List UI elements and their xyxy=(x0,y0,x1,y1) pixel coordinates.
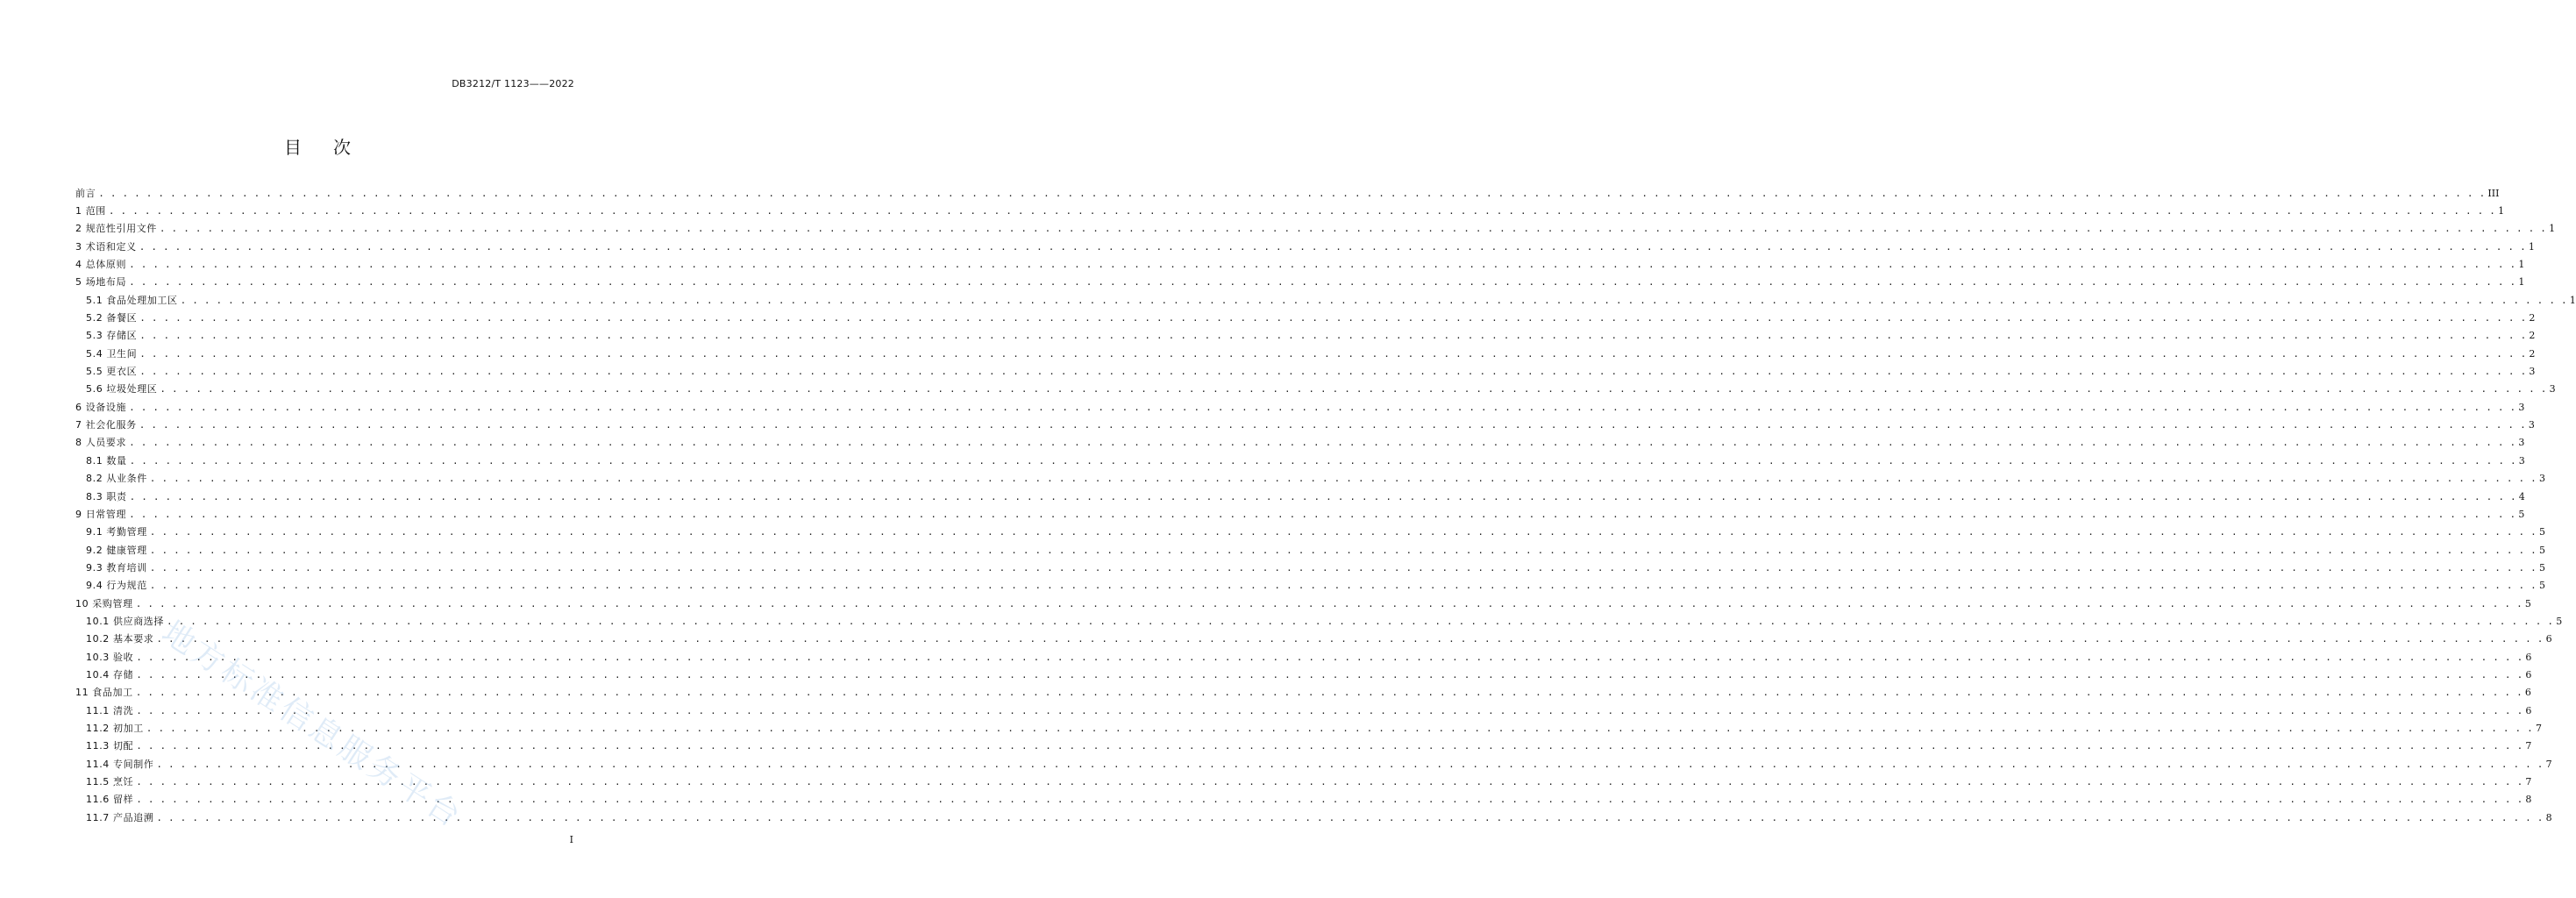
toc-leader-dots: . . . . . . . . . . . . . . . . . . . . . . . . . . . . . . . . . . . . . . . . . . . . . . . . . . . . . . . . . . . . . . . . . . . . . . . . . . . . . . . . . . . . . . . . . . . . . . . . . . . . . . . . . . . . . . . . . . . . . . . . . . . . . . . . . . . . . . . . . . . . . . . . . . . . . . . . . . . . . . . . . . . . . . . . . . . . . . . . . . . . . . . . . . . . . . . . . . . . . . . . xyxy=(139,347,2527,360)
toc-entry-label: 10.1 供应商选择 xyxy=(86,615,164,627)
toc-leader-dots: . . . . . . . . . . . . . . . . . . . . . . . . . . . . . . . . . . . . . . . . . . . . . . . . . . . . . . . . . . . . . . . . . . . . . . . . . . . . . . . . . . . . . . . . . . . . . . . . . . . . . . . . . . . . . . . . . . . . . . . . . . . . . . . . . . . . . . . . . . . . . . . . . . . . . . . . . . . . . . . . . . . . . . . . . . . . . . . . . . . . . . . . . . . . . . . . . . . . . . . . xyxy=(129,454,2516,467)
toc-leader-dots: . . . . . . . . . . . . . . . . . . . . . . . . . . . . . . . . . . . . . . . . . . . . . . . . . . . . . . . . . . . . . . . . . . . . . . . . . . . . . . . . . . . . . . . . . . . . . . . . . . . . . . . . . . . . . . . . . . . . . . . . . . . . . . . . . . . . . . . . . . . . . . . . . . . . . . . . . . . . . . . . . . . . . . . . . . . . . . . . . . . . . . . . . . . . . . . . . . . . . . . . xyxy=(136,668,2523,681)
toc-entry[interactable] xyxy=(75,791,2532,809)
toc-entry-page: III xyxy=(2487,187,2500,199)
toc-entry-page: 3 xyxy=(2518,437,2525,449)
toc-leader-dots: . . . . . . . . . . . . . . . . . . . . . . . . . . . . . . . . . . . . . . . . . . . . . . . . . . . . . . . . . . . . . . . . . . . . . . . . . . . . . . . . . . . . . . . . . . . . . . . . . . . . . . . . . . . . . . . . . . . . . . . . . . . . . . . . . . . . . . . . . . . . . . . . . . . . . . . . . . . . . . . . . . . . . . . . . . . . . . . . . . . . . . . . . . . . . . . . . . . . . . . . xyxy=(136,776,2523,788)
toc-entry[interactable] xyxy=(75,255,2525,273)
toc-leader-dots: . . . . . . . . . . . . . . . . . . . . . . . . . . . . . . . . . . . . . . . . . . . . . . . . . . . . . . . . . . . . . . . . . . . . . . . . . . . . . . . . . . . . . . . . . . . . . . . . . . . . . . . . . . . . . . . . . . . . . . . . . . . . . . . . . . . . . . . . . . . . . . . . . . . . . . . . . . . . . . . . . . . . . . . . . . . . . . . . . . . . . . . . . . . . . . . . . . . . . . . . xyxy=(98,187,2486,199)
toc-entry[interactable] xyxy=(75,719,2542,737)
toc-leader-dots: . . . . . . . . . . . . . . . . . . . . . . . . . . . . . . . . . . . . . . . . . . . . . . . . . . . . . . . . . . . . . . . . . . . . . . . . . . . . . . . . . . . . . . . . . . . . . . . . . . . . . . . . . . . . . . . . . . . . . . . . . . . . . . . . . . . . . . . . . . . . . . . . . . . . . . . . . . . . . . . . . . . . . . . . . . . . . . . . . . . . . . . . . . . . . . . . . . . . . . . . xyxy=(135,687,2523,699)
toc-entry-label: 5 场地布局 xyxy=(75,276,127,289)
toc-leader-dots: . . . . . . . . . . . . . . . . . . . . . . . . . . . . . . . . . . . . . . . . . . . . . . . . . . . . . . . . . . . . . . . . . . . . . . . . . . . . . . . . . . . . . . . . . . . . . . . . . . . . . . . . . . . . . . . . . . . . . . . . . . . . . . . . . . . . . . . . . . . . . . . . . . . . . . . . . . . . . . . . . . . . . . . . . . . . . . . . . . . . . . . . . . . . . . . . . . . . . . . . xyxy=(136,704,2523,716)
toc-entry-label: 2 规范性引用文件 xyxy=(75,223,157,235)
toc-leader-dots: . . . . . . . . . . . . . . . . . . . . . . . . . . . . . . . . . . . . . . . . . . . . . . . . . . . . . . . . . . . . . . . . . . . . . . . . . . . . . . . . . . . . . . . . . . . . . . . . . . . . . . . . . . . . . . . . . . . . . . . . . . . . . . . . . . . . . . . . . . . . . . . . . . . . . . . . . . . . . . . . . . . . . . . . . . . . . . . . . . . . . . . . . . . . . . . . . . . . . . . . xyxy=(135,597,2523,609)
toc-entry-label: 5.6 垃圾处理区 xyxy=(86,383,158,396)
toc-entry-page: 5 xyxy=(2518,508,2525,520)
toc-entry-label: 9.4 行为规范 xyxy=(86,580,147,592)
toc-entry-label: 6 设备设施 xyxy=(75,401,127,413)
toc-entry[interactable] xyxy=(75,755,2552,773)
toc-entry[interactable] xyxy=(75,416,2535,433)
toc-entry-label: 11.3 切配 xyxy=(86,740,134,752)
toc-entry-page: 1 xyxy=(2498,205,2505,217)
toc-leader-dots: . . . . . . . . . . . . . . . . . . . . . . . . . . . . . . . . . . . . . . . . . . . . . . . . . . . . . . . . . . . . . . . . . . . . . . . . . . . . . . . . . . . . . . . . . . . . . . . . . . . . . . . . . . . . . . . . . . . . . . . . . . . . . . . . . . . . . . . . . . . . . . . . . . . . . . . . . . . . . . . . . . . . . . . . . . . . . . . . . . . . . . . . . . . . . . . . . . . . . . . . xyxy=(136,651,2523,663)
toc-entry-label: 9.2 健康管理 xyxy=(86,544,147,556)
toc-entry[interactable] xyxy=(75,738,2532,755)
toc-entry-page: 7 xyxy=(2525,740,2532,752)
toc-entry-page: 6 xyxy=(2525,704,2532,716)
toc-entry-label: 前言 xyxy=(75,187,96,199)
toc-leader-dots: . . . . . . . . . . . . . . . . . . . . . . . . . . . . . . . . . . . . . . . . . . . . . . . . . . . . . . . . . . . . . . . . . . . . . . . . . . . . . . . . . . . . . . . . . . . . . . . . . . . . . . . . . . . . . . . . . . . . . . . . . . . . . . . . . . . . . . . . . . . . . . . . . . . . . . . . . . . . . . . . . . . . . . . . . . . . . . . . . . . . . . . . . . . . . . . . . . . . . . . . xyxy=(129,490,2516,502)
toc-leader-dots: . . . . . . . . . . . . . . . . . . . . . . . . . . . . . . . . . . . . . . . . . . . . . . . . . . . . . . . . . . . . . . . . . . . . . . . . . . . . . . . . . . . . . . . . . . . . . . . . . . . . . . . . . . . . . . . . . . . . . . . . . . . . . . . . . . . . . . . . . . . . . . . . . . . . . . . . . . . . . . . . . . . . . . . . . . . . . . . . . . . . . . . . . . . . . . . . . . . . . . . . xyxy=(129,259,2516,271)
document-code: DB3212/T 1123——2022 xyxy=(452,78,574,89)
toc-leader-dots: . . . . . . . . . . . . . . . . . . . . . . . . . . . . . . . . . . . . . . . . . . . . . . . . . . . . . . . . . . . . . . . . . . . . . . . . . . . . . . . . . . . . . . . . . . . . . . . . . . . . . . . . . . . . . . . . . . . . . . . . . . . . . . . . . . . . . . . . . . . . . . . . . . . . . . . . . . . . . . . . . . . . . . . . . . . . . . . . . . . . . . . . . . . . . . . . . . . . . . . . xyxy=(139,330,2527,342)
toc-entry[interactable] xyxy=(75,577,2545,595)
watermark: 地方标准信息服务平台 xyxy=(155,614,470,837)
toc-entry[interactable] xyxy=(75,238,2535,255)
toc-entry-label: 5.2 备餐区 xyxy=(86,312,138,324)
toc-leader-dots: . . . . . . . . . . . . . . . . . . . . . . . . . . . . . . . . . . . . . . . . . . . . . . . . . . . . . . . . . . . . . . . . . . . . . . . . . . . . . . . . . . . . . . . . . . . . . . . . . . . . . . . . . . . . . . . . . . . . . . . . . . . . . . . . . . . . . . . . . . . . . . . . . . . . . . . . . . . . . . . . . . . . . . . . . . . . . . . . . . . . . . . . . . . . . . . . . . . . . . . . xyxy=(139,419,2526,431)
toc-entry-label: 11.2 初加工 xyxy=(86,722,144,734)
toc-leader-dots: . . . . . . . . . . . . . . . . . . . . . . . . . . . . . . . . . . . . . . . . . . . . . . . . . . . . . . . . . . . . . . . . . . . . . . . . . . . . . . . . . . . . . . . . . . . . . . . . . . . . . . . . . . . . . . . . . . . . . . . . . . . . . . . . . . . . . . . . . . . . . . . . . . . . . . . . . . . . . . . . . . . . . . . . . . . . . . . . . . . . . . . . . . . . . . . . . . . . . . . . xyxy=(139,240,2526,253)
toc-entry-label: 11.5 烹饪 xyxy=(86,776,134,788)
toc-entry[interactable] xyxy=(75,434,2525,452)
toc-entry-page: 3 xyxy=(2549,383,2556,396)
toc-leader-dots: . . . . . . . . . . . . . . . . . . . . . . . . . . . . . . . . . . . . . . . . . . . . . . . . . . . . . . . . . . . . . . . . . . . . . . . . . . . . . . . . . . . . . . . . . . . . . . . . . . . . . . . . . . . . . . . . . . . . . . . . . . . . . . . . . . . . . . . . . . . . . . . . . . . . . . . . . . . . . . . . . . . . . . . . . . . . . . . . . . . . . . . . . . . . . . . . . . . . . . . . xyxy=(129,437,2516,449)
toc-leader-dots: . . . . . . . . . . . . . . . . . . . . . . . . . . . . . . . . . . . . . . . . . . . . . . . . . . . . . . . . . . . . . . . . . . . . . . . . . . . . . . . . . . . . . . . . . . . . . . . . . . . . . . . . . . . . . . . . . . . . . . . . . . . . . . . . . . . . . . . . . . . . . . . . . . . . . . . . . . . . . . . . . . . . . . . . . . . . . . . . . . . . . . . . . . . . . . . . . . . . . . . . xyxy=(139,312,2527,324)
toc-entry-page: 1 xyxy=(2569,294,2576,306)
toc-entry-page: 8 xyxy=(2525,794,2532,806)
toc-entry-label: 11.4 专间制作 xyxy=(86,758,154,770)
toc-leader-dots: . . . . . . . . . . . . . . . . . . . . . . . . . . . . . . . . . . . . . . . . . . . . . . . . . . . . . . . . . . . . . . . . . . . . . . . . . . . . . . . . . . . . . . . . . . . . . . . . . . . . . . . . . . . . . . . . . . . . . . . . . . . . . . . . . . . . . . . . . . . . . . . . . . . . . . . . . . . . . . . . . . . . . . . . . . . . . . . . . . . . . . . . . . . . . . . . . . . . . . . . xyxy=(156,633,2544,645)
toc-entry-page: 7 xyxy=(2545,758,2552,770)
toc-entry-page: 2 xyxy=(2529,312,2536,324)
toc-leader-dots: . . . . . . . . . . . . . . . . . . . . . . . . . . . . . . . . . . . . . . . . . . . . . . . . . . . . . . . . . . . . . . . . . . . . . . . . . . . . . . . . . . . . . . . . . . . . . . . . . . . . . . . . . . . . . . . . . . . . . . . . . . . . . . . . . . . . . . . . . . . . . . . . . . . . . . . . . . . . . . . . . . . . . . . . . . . . . . . . . . . . . . . . . . . . . . . . . . . . . . . . xyxy=(149,473,2537,485)
toc-entry-page: 8 xyxy=(2545,811,2552,823)
toc-leader-dots: . . . . . . . . . . . . . . . . . . . . . . . . . . . . . . . . . . . . . . . . . . . . . . . . . . . . . . . . . . . . . . . . . . . . . . . . . . . . . . . . . . . . . . . . . . . . . . . . . . . . . . . . . . . . . . . . . . . . . . . . . . . . . . . . . . . . . . . . . . . . . . . . . . . . . . . . . . . . . . . . . . . . . . . . . . . . . . . . . . . . . . . . . . . . . . . . . . . . . . . . xyxy=(180,294,2567,306)
toc-entry[interactable] xyxy=(75,524,2545,541)
toc-leader-dots: . . . . . . . . . . . . . . . . . . . . . . . . . . . . . . . . . . . . . . . . . . . . . . . . . . . . . . . . . . . . . . . . . . . . . . . . . . . . . . . . . . . . . . . . . . . . . . . . . . . . . . . . . . . . . . . . . . . . . . . . . . . . . . . . . . . . . . . . . . . . . . . . . . . . . . . . . . . . . . . . . . . . . . . . . . . . . . . . . . . . . . . . . . . . . . . . . . . . . . . . xyxy=(160,383,2547,396)
toc-entry-label: 5.1 食品处理加工区 xyxy=(86,294,178,306)
toc-entry-page: 3 xyxy=(2539,473,2545,485)
toc-entry-page: 5 xyxy=(2539,580,2545,592)
toc-entry-page: 5 xyxy=(2539,561,2545,574)
toc-entry-page: 6 xyxy=(2524,687,2531,699)
toc-entry-label: 9.1 考勤管理 xyxy=(86,526,147,538)
toc-entry[interactable] xyxy=(75,809,2552,826)
toc-entry-label: 8.2 从业条件 xyxy=(86,473,147,485)
page-number: I xyxy=(569,834,573,845)
toc-entry-label: 5.4 卫生间 xyxy=(86,347,138,360)
toc-entry-label: 1 范围 xyxy=(75,205,106,217)
toc-entry-page: 5 xyxy=(2539,544,2545,556)
toc-entry-page: 1 xyxy=(2549,223,2556,235)
toc-entry-page: 5 xyxy=(2556,615,2563,627)
toc-entry[interactable] xyxy=(75,452,2525,469)
toc-entry[interactable] xyxy=(75,470,2545,488)
toc-leader-dots: . . . . . . . . . . . . . . . . . . . . . . . . . . . . . . . . . . . . . . . . . . . . . . . . . . . . . . . . . . . . . . . . . . . . . . . . . . . . . . . . . . . . . . . . . . . . . . . . . . . . . . . . . . . . . . . . . . . . . . . . . . . . . . . . . . . . . . . . . . . . . . . . . . . . . . . . . . . . . . . . . . . . . . . . . . . . . . . . . . . . . . . . . . . . . . . . . . . . . . . . xyxy=(136,794,2523,806)
toc-entry[interactable] xyxy=(75,773,2532,790)
toc-entry-label: 7 社会化服务 xyxy=(75,419,137,431)
toc-entry[interactable] xyxy=(75,398,2525,416)
toc-entry-page: 3 xyxy=(2528,419,2535,431)
toc-entry-page: 4 xyxy=(2518,490,2525,502)
toc-entry[interactable] xyxy=(75,702,2532,719)
toc-entry-label: 5.3 存储区 xyxy=(86,330,138,342)
toc-entry-label: 11.6 留样 xyxy=(86,794,134,806)
toc-entry[interactable] xyxy=(75,327,2536,345)
toc-entry-page: 6 xyxy=(2525,668,2532,681)
toc-entry[interactable] xyxy=(75,345,2536,362)
toc-leader-dots: . . . . . . . . . . . . . . . . . . . . . . . . . . . . . . . . . . . . . . . . . . . . . . . . . . . . . . . . . . . . . . . . . . . . . . . . . . . . . . . . . . . . . . . . . . . . . . . . . . . . . . . . . . . . . . . . . . . . . . . . . . . . . . . . . . . . . . . . . . . . . . . . . . . . . . . . . . . . . . . . . . . . . . . . . . . . . . . . . . . . . . . . . . . . . . . . . . . . . . . . xyxy=(149,561,2537,574)
table-of-contents xyxy=(75,184,2576,826)
toc-leader-dots: . . . . . . . . . . . . . . . . . . . . . . . . . . . . . . . . . . . . . . . . . . . . . . . . . . . . . . . . . . . . . . . . . . . . . . . . . . . . . . . . . . . . . . . . . . . . . . . . . . . . . . . . . . . . . . . . . . . . . . . . . . . . . . . . . . . . . . . . . . . . . . . . . . . . . . . . . . . . . . . . . . . . . . . . . . . . . . . . . . . . . . . . . . . . . . . . . . . . . . . . xyxy=(149,544,2537,556)
toc-entry-label: 9.3 教育培训 xyxy=(86,561,147,574)
toc-leader-dots: . . . . . . . . . . . . . . . . . . . . . . . . . . . . . . . . . . . . . . . . . . . . . . . . . . . . . . . . . . . . . . . . . . . . . . . . . . . . . . . . . . . . . . . . . . . . . . . . . . . . . . . . . . . . . . . . . . . . . . . . . . . . . . . . . . . . . . . . . . . . . . . . . . . . . . . . . . . . . . . . . . . . . . . . . . . . . . . . . . . . . . . . . . . . . . . . . . . . . . . . xyxy=(139,366,2527,378)
toc-leader-dots: . . . . . . . . . . . . . . . . . . . . . . . . . . . . . . . . . . . . . . . . . . . . . . . . . . . . . . . . . . . . . . . . . . . . . . . . . . . . . . . . . . . . . . . . . . . . . . . . . . . . . . . . . . . . . . . . . . . . . . . . . . . . . . . . . . . . . . . . . . . . . . . . . . . . . . . . . . . . . . . . . . . . . . . . . . . . . . . . . . . . . . . . . . . . . . . . . . . . . . . . xyxy=(149,580,2537,592)
toc-entry-page: 7 xyxy=(2536,722,2542,734)
toc-entry[interactable] xyxy=(75,488,2525,505)
toc-entry-page: 3 xyxy=(2518,454,2525,467)
toc-leader-dots: . . . . . . . . . . . . . . . . . . . . . . . . . . . . . . . . . . . . . . . . . . . . . . . . . . . . . . . . . . . . . . . . . . . . . . . . . . . . . . . . . . . . . . . . . . . . . . . . . . . . . . . . . . . . . . . . . . . . . . . . . . . . . . . . . . . . . . . . . . . . . . . . . . . . . . . . . . . . . . . . . . . . . . . . . . . . . . . . . . . . . . . . . . . . . . . . . . . . . . . . xyxy=(129,508,2516,520)
toc-leader-dots: . . . . . . . . . . . . . . . . . . . . . . . . . . . . . . . . . . . . . . . . . . . . . . . . . . . . . . . . . . . . . . . . . . . . . . . . . . . . . . . . . . . . . . . . . . . . . . . . . . . . . . . . . . . . . . . . . . . . . . . . . . . . . . . . . . . . . . . . . . . . . . . . . . . . . . . . . . . . . . . . . . . . . . . . . . . . . . . . . . . . . . . . . . . . . . . . . . . . . . . . xyxy=(149,526,2537,538)
toc-leader-dots: . . . . . . . . . . . . . . . . . . . . . . . . . . . . . . . . . . . . . . . . . . . . . . . . . . . . . . . . . . . . . . . . . . . . . . . . . . . . . . . . . . . . . . . . . . . . . . . . . . . . . . . . . . . . . . . . . . . . . . . . . . . . . . . . . . . . . . . . . . . . . . . . . . . . . . . . . . . . . . . . . . . . . . . . . . . . . . . . . . . . . . . . . . . . . . . . . . . . . . . . xyxy=(136,740,2523,752)
toc-entry-label: 8.1 数量 xyxy=(86,454,127,467)
toc-entry-page: 2 xyxy=(2529,347,2536,360)
toc-entry-label: 3 术语和定义 xyxy=(75,240,137,253)
toc-entry[interactable] xyxy=(75,595,2531,612)
toc-entry-page: 3 xyxy=(2518,401,2525,413)
toc-entry[interactable] xyxy=(75,184,2500,202)
toc-leader-dots: . . . . . . . . . . . . . . . . . . . . . . . . . . . . . . . . . . . . . . . . . . . . . . . . . . . . . . . . . . . . . . . . . . . . . . . . . . . . . . . . . . . . . . . . . . . . . . . . . . . . . . . . . . . . . . . . . . . . . . . . . . . . . . . . . . . . . . . . . . . . . . . . . . . . . . . . . . . . . . . . . . . . . . . . . . . . . . . . . . . . . . . . . . . . . . . . . . . . . . . . xyxy=(129,401,2516,413)
toc-entry-page: 7 xyxy=(2525,776,2532,788)
toc-entry[interactable] xyxy=(75,648,2532,666)
toc-entry[interactable] xyxy=(75,541,2545,559)
toc-leader-dots: . . . . . . . . . . . . . . . . . . . . . . . . . . . . . . . . . . . . . . . . . . . . . . . . . . . . . . . . . . . . . . . . . . . . . . . . . . . . . . . . . . . . . . . . . . . . . . . . . . . . . . . . . . . . . . . . . . . . . . . . . . . . . . . . . . . . . . . . . . . . . . . . . . . . . . . . . . . . . . . . . . . . . . . . . . . . . . . . . . . . . . . . . . . . . . . . . . . . . . . . xyxy=(167,615,2554,627)
toc-entry-page: 2 xyxy=(2529,330,2536,342)
toc-entry[interactable] xyxy=(75,362,2536,380)
toc-entry[interactable] xyxy=(75,274,2525,291)
toc-entry-label: 10 采购管理 xyxy=(75,597,133,609)
toc-entry[interactable] xyxy=(75,505,2525,523)
toc-entry-label: 10.4 存储 xyxy=(86,668,134,681)
toc-leader-dots: . . . . . . . . . . . . . . . . . . . . . . . . . . . . . . . . . . . . . . . . . . . . . . . . . . . . . . . . . . . . . . . . . . . . . . . . . . . . . . . . . . . . . . . . . . . . . . . . . . . . . . . . . . . . . . . . . . . . . . . . . . . . . . . . . . . . . . . . . . . . . . . . . . . . . . . . . . . . . . . . . . . . . . . . . . . . . . . . . . . . . . . . . . . . . . . . . . . . . . . . xyxy=(129,276,2516,289)
toc-leader-dots: . . . . . . . . . . . . . . . . . . . . . . . . . . . . . . . . . . . . . . . . . . . . . . . . . . . . . . . . . . . . . . . . . . . . . . . . . . . . . . . . . . . . . . . . . . . . . . . . . . . . . . . . . . . . . . . . . . . . . . . . . . . . . . . . . . . . . . . . . . . . . . . . . . . . . . . . . . . . . . . . . . . . . . . . . . . . . . . . . . . . . . . . . . . . . . . . . . . . . . . . xyxy=(159,223,2547,235)
toc-entry-page: 6 xyxy=(2545,633,2552,645)
toc-entry[interactable] xyxy=(75,291,2576,309)
toc-entry-page: 5 xyxy=(2539,526,2545,538)
toc-entry-page: 5 xyxy=(2524,597,2531,609)
toc-entry-page: 1 xyxy=(2528,240,2535,253)
page-title: 目次 xyxy=(284,137,382,158)
toc-entry[interactable] xyxy=(75,202,2505,219)
toc-entry[interactable] xyxy=(75,612,2563,630)
toc-entry[interactable] xyxy=(75,559,2545,576)
toc-leader-dots: . . . . . . . . . . . . . . . . . . . . . . . . . . . . . . . . . . . . . . . . . . . . . . . . . . . . . . . . . . . . . . . . . . . . . . . . . . . . . . . . . . . . . . . . . . . . . . . . . . . . . . . . . . . . . . . . . . . . . . . . . . . . . . . . . . . . . . . . . . . . . . . . . . . . . . . . . . . . . . . . . . . . . . . . . . . . . . . . . . . . . . . . . . . . . . . . . . . . . . . . xyxy=(146,722,2533,734)
toc-leader-dots: . . . . . . . . . . . . . . . . . . . . . . . . . . . . . . . . . . . . . . . . . . . . . . . . . . . . . . . . . . . . . . . . . . . . . . . . . . . . . . . . . . . . . . . . . . . . . . . . . . . . . . . . . . . . . . . . . . . . . . . . . . . . . . . . . . . . . . . . . . . . . . . . . . . . . . . . . . . . . . . . . . . . . . . . . . . . . . . . . . . . . . . . . . . . . . . . . . . . . . . . xyxy=(156,811,2544,823)
toc-entry-page: 1 xyxy=(2518,259,2525,271)
toc-entry-page: 3 xyxy=(2529,366,2536,378)
toc-entry-label: 10.2 基本要求 xyxy=(86,633,154,645)
toc-entry-page: 1 xyxy=(2518,276,2525,289)
toc-entry-label: 11.7 产品追溯 xyxy=(86,811,154,823)
toc-entry-label: 11.1 清洗 xyxy=(86,704,134,716)
toc-entry-label: 10.3 验收 xyxy=(86,651,134,663)
toc-entry-label: 5.5 更衣区 xyxy=(86,366,138,378)
toc-entry[interactable] xyxy=(75,666,2532,683)
toc-entry-label: 9 日常管理 xyxy=(75,508,127,520)
toc-entry-page: 6 xyxy=(2525,651,2532,663)
toc-entry-label: 4 总体原则 xyxy=(75,259,127,271)
toc-entry-label: 8 人员要求 xyxy=(75,437,127,449)
toc-entry-label: 8.3 职责 xyxy=(86,490,127,502)
toc-leader-dots: . . . . . . . . . . . . . . . . . . . . . . . . . . . . . . . . . . . . . . . . . . . . . . . . . . . . . . . . . . . . . . . . . . . . . . . . . . . . . . . . . . . . . . . . . . . . . . . . . . . . . . . . . . . . . . . . . . . . . . . . . . . . . . . . . . . . . . . . . . . . . . . . . . . . . . . . . . . . . . . . . . . . . . . . . . . . . . . . . . . . . . . . . . . . . . . . . . . . . . . . xyxy=(156,758,2544,770)
toc-entry-label: 11 食品加工 xyxy=(75,687,133,699)
toc-entry[interactable] xyxy=(75,684,2531,702)
toc-leader-dots: . . . . . . . . . . . . . . . . . . . . . . . . . . . . . . . . . . . . . . . . . . . . . . . . . . . . . . . . . . . . . . . . . . . . . . . . . . . . . . . . . . . . . . . . . . . . . . . . . . . . . . . . . . . . . . . . . . . . . . . . . . . . . . . . . . . . . . . . . . . . . . . . . . . . . . . . . . . . . . . . . . . . . . . . . . . . . . . . . . . . . . . . . . . . . . . . . . . . . . . . xyxy=(108,205,2496,217)
toc-entry[interactable] xyxy=(75,381,2556,398)
toc-entry[interactable] xyxy=(75,309,2536,326)
toc-entry[interactable] xyxy=(75,220,2556,238)
toc-entry[interactable] xyxy=(75,631,2552,648)
